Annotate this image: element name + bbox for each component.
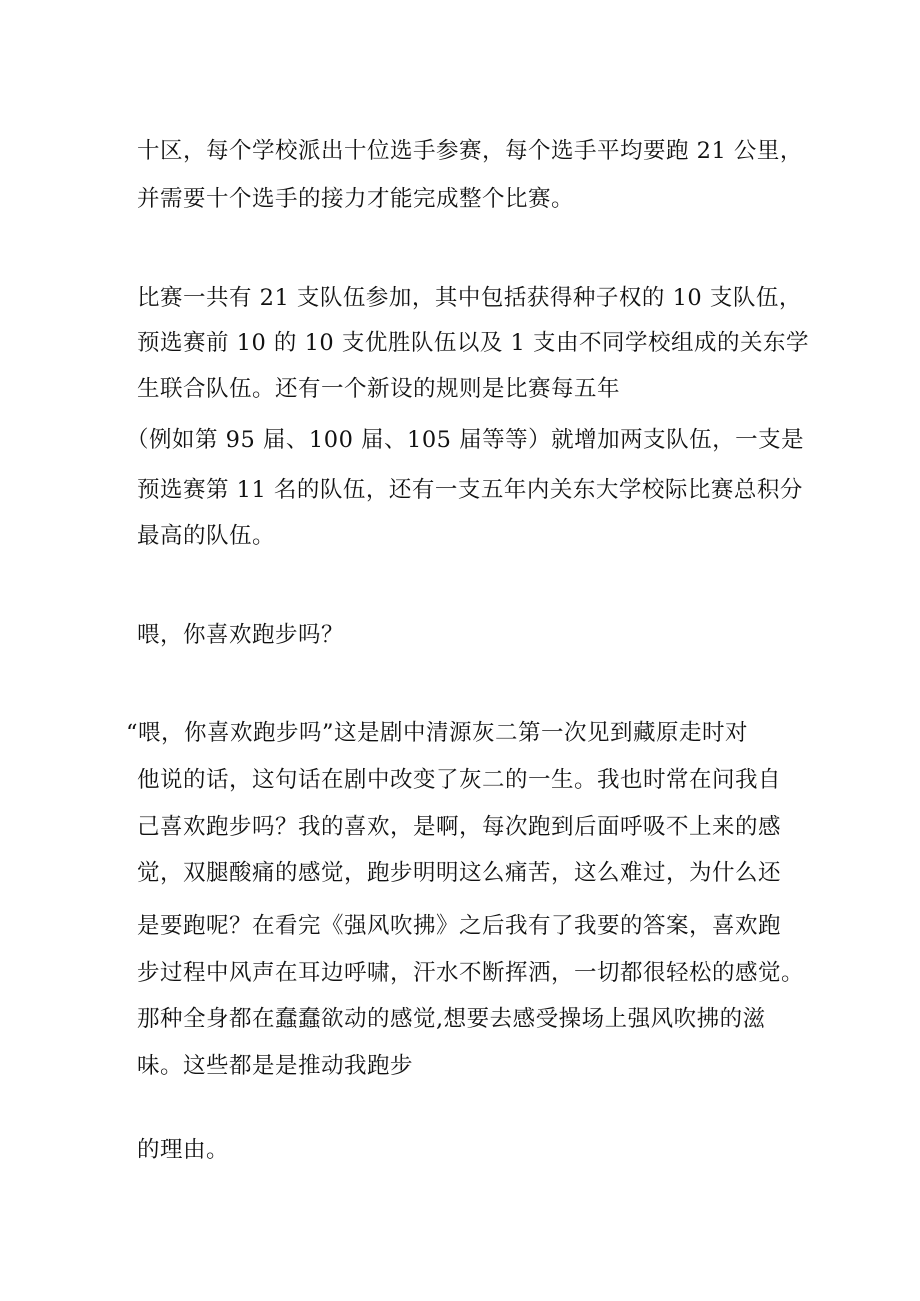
text-line: 的理由。 bbox=[137, 1137, 230, 1163]
text-line: 十区，每个学校派出十位选手参赛，每个选手平均要跑 21 公里， bbox=[137, 138, 803, 164]
text-line: 步过程中风声在耳边呼啸，汗水不断挥洒，一切都很轻松的感觉。 bbox=[137, 960, 805, 986]
text-line: 喂，你喜欢跑步吗？ bbox=[137, 622, 345, 648]
text-line: 是要跑呢？在看完《强风吹拂》之后我有了我要的答案，喜欢跑 bbox=[137, 913, 782, 939]
text-line: 最高的队伍。 bbox=[137, 523, 276, 549]
text-line: 比赛一共有 21 支队伍参加，其中包括获得种子权的 10 支队伍， bbox=[137, 285, 802, 311]
text-line: （例如第 95 届、100 届、105 届等等）就增加两支队伍，一支是 bbox=[126, 427, 805, 453]
text-line: 己喜欢跑步吗？我的喜欢，是啊，每次跑到后面呼吸不上来的感 bbox=[137, 814, 782, 840]
text-line: 味。这些都是是推动我跑步 bbox=[137, 1053, 414, 1079]
text-line: “喂，你喜欢跑步吗”这是剧中清源灰二第一次见到藏原走时对 bbox=[126, 720, 749, 746]
text-line: 预选赛前 10 的 10 支优胜队伍以及 1 支由不同学校组成的关东学 bbox=[137, 330, 809, 356]
text-line: 生联合队伍。还有一个新设的规则是比赛每五年 bbox=[137, 376, 621, 402]
text-line: 预选赛第 11 名的队伍，还有一支五年内关东大学校际比赛总积分 bbox=[137, 477, 803, 503]
text-line: 并需要十个选手的接力才能完成整个比赛。 bbox=[137, 186, 575, 212]
text-line: 觉，双腿酸痛的感觉，跑步明明这么痛苦，这么难过，为什么还 bbox=[137, 860, 782, 886]
text-line: 那种全身都在蠢蠢欲动的感觉,想要去感受操场上强风吹拂的滋 bbox=[137, 1006, 766, 1032]
text-line: 他说的话，这句话在剧中改变了灰二的一生。我也时常在问我自 bbox=[137, 767, 782, 793]
